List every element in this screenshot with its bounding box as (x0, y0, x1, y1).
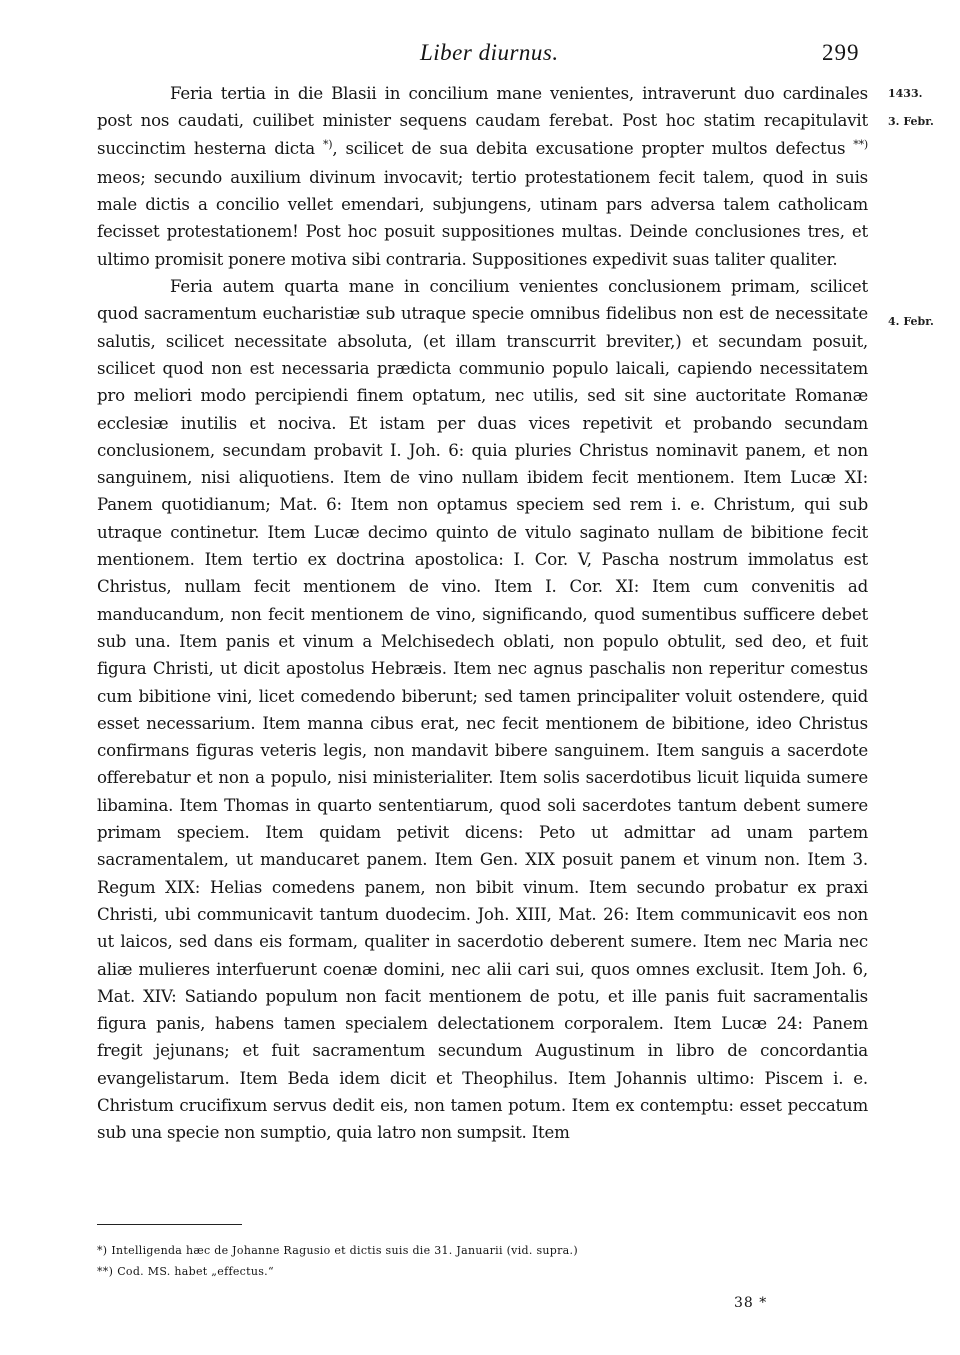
page-number: 299 (822, 40, 860, 65)
margin-note-date-1: 3. Febr. (888, 115, 934, 128)
main-text (97, 80, 868, 1147)
footnote-2 (97, 1261, 868, 1282)
footnote-1-mark: *) (97, 1244, 108, 1257)
paragraph-1-text-a: Feria tertia in die Blasii in concilium mane venientes, intraverunt duo cardinales post nos caudati, cuilibet minister sequens caudam ferebat. Post hoc statim recapitulavit succinctim hesterna dicta (97, 84, 868, 158)
footnote-1-text: Intelligenda hæc de Johanne Ragusio et dictis suis die 31. Januarii (vid. supra.) (111, 1244, 578, 1257)
paragraph-1-text-b: , scilicet de sua debita excusatione propter multos defectus (332, 138, 854, 158)
footnote-ref-1: *) (322, 137, 333, 151)
paragraph-1-text-c: meos; secundo auxilium divinum invocavit; tertio protestationem fecit talem, quod in suis male dictis a concilio vellet emendari, subjungens, utinam pars adversa talem catholicam fecisset protestationem! Post hoc posuit suppositiones multas. Deinde conclusiones tres, et ultimo promisit ponere motiva sibi contraria. Suppositiones expedivit suas taliter qualiter. (97, 167, 868, 269)
signature-mark: 38 * (734, 1295, 768, 1311)
running-title: Liber diurnus. (420, 40, 559, 65)
margin-note-date-2: 4. Febr. (888, 315, 934, 328)
footnote-divider (97, 1224, 242, 1225)
footnote-ref-2: **) (853, 137, 868, 151)
running-head (0, 40, 960, 74)
footnote-2-mark: **) (97, 1265, 114, 1278)
paragraph-2: Feria autem quarta mane in concilium venientes conclusionem primam, scilicet quod sacramentum eucharistiæ sub utraque specie omnibus fidelibus non est de necessitate salutis, scilicet necessitate absoluta, (et illam transcurrit breviter,) et secundam posuit, scilicet quod non est necessaria prædicta communio populo laicali, capiendo necessitatem pro meliori modo percipiendi finem optatum, nec utilis, sed sit sine auctoritate Romanæ ecclesiæ inutilis et nociva. Et istam per duas vices repetivit et probando secundam conclusionem, secundam probavit I. Joh. 6: quia pluries Christus nominavit panem, et non sanguinem, nisi aliquotiens. Item de vino nullam ibidem fecit mentionem. Item Lucæ XI: Panem quotidianum; Mat. 6: Item non optamus speciem sed rem i. e. Christum, qui sub utraque continetur. Item Lucæ decimo quinto de vitulo saginato nullam de bibitione fecit mentionem. Item tertio ex doctrina apostolica: I. Cor. V, Pascha nostrum immolatus est Christus, nullam fecit mentionem de vino. Item I. Cor. XI: Item cum convenitis ad manducandum, non fecit mentionem de vino, significando, quod sumentibus sufficere debet sub una. Item panis et vinum a Melchisedech oblati, non populo obtulit, sed deo, et fuit figura Christi, ut dicit apostolus Hebræis. Item nec agnus paschalis non reperitur comestus cum bibitione vini, licet comedendo biberunt; sed tamen principaliter voluit ostendere, quid esset necessarium. Item manna cibus erat, nec fecit mentionem de bibitione, ideo Christus confirmans figuras veteris legis, non mandavit bibere sanguinem. Item sanguis a sacerdote offerebatur et non a populo, nisi ministerialiter. Item solis sacerdotibus licuit liquida sumere libamina. Item Thomas in quarto sententiarum, quod soli sacerdotes tantum debent sumere primam speciem. Item quidam petivit dicens: Peto ut admittar ad unam partem sacramentalem, ut manducaret panem. Item Gen. XIX posuit panem et vinum non. Item 3. Regum XIX: Helias comedens panem, non bibit vinum. Item secundo probatur ex praxi Christi, ubi communicavit tantum duodecim. Joh. XIII, Mat. 26: Item communicavit eos non ut laicos, sed dans eis formam, qualiter in sacerdotio deberent sumere. Item nec Maria nec aliæ mulieres interfuerunt coenæ domini, nec alii cari sui, quos omnes exclusit. Item Joh. 6, Mat. XIV: Satiando populum non facit mentionem de potu, et ille panis fuit sacramentalis figura panis, habens tamen specialem delectationem corporalem. Item Lucæ 24: Panem fregit jejunans; et fuit sacramentum secundum Augustinum in libro de concordantia evangelistarum. Item Beda idem dicit et Theophilus. Item Johannis ultimo: Piscem i. e. Christum crucifixum servus dedit eis, non tamen potum. Item ex contemptu: esset peccatum sub una specie non sumptio, quia latro non sumpsit. Item (97, 277, 868, 1143)
footnote-1 (97, 1240, 868, 1261)
footnote-2-text: Cod. MS. habet „effectus.“ (117, 1265, 274, 1278)
paragraph-1 (97, 80, 868, 273)
footnotes (97, 1240, 868, 1282)
margin-note-year: 1433. (888, 87, 923, 100)
